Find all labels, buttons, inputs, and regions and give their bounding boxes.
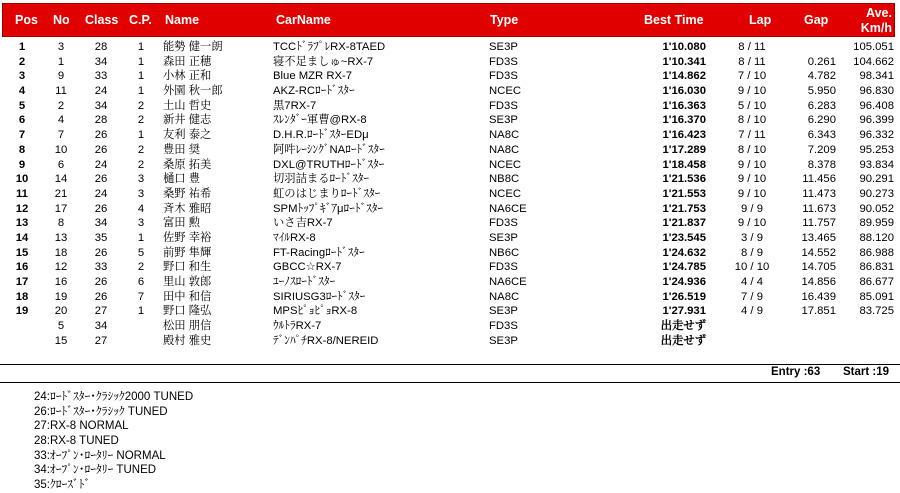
cell-gap: 14.705	[801, 261, 836, 274]
cell-pos: 6	[18, 114, 26, 127]
cell-pos: 9	[18, 158, 26, 171]
cell-lap: 4 / 9	[741, 305, 763, 318]
cell-cp: 1	[137, 41, 145, 53]
cell-ave-speed: 83.725	[859, 305, 894, 318]
cell-lap: 3 / 9	[741, 231, 763, 244]
legend-item: 24:ﾛｰﾄﾞｽﾀｰ･ｸﾗｼｯｸ2000 TUNED	[34, 391, 194, 403]
cell-carname: SIRIUSG3ﾛｰﾄﾞｽﾀｰ	[273, 290, 366, 303]
header-ave-label: Ave.	[866, 6, 892, 20]
cell-class: 27	[94, 334, 108, 347]
cell-carname: ﾏｲﾙRX-8	[273, 231, 316, 244]
cell-ave-speed: 95.253	[859, 143, 894, 156]
cell-gap: 7.209	[807, 143, 836, 156]
cell-type: NA8C	[489, 143, 520, 156]
cell-best-time: 1'10.080	[662, 41, 706, 53]
cell-class: 26	[94, 246, 108, 259]
cell-name: 殿村 雅史	[163, 334, 212, 347]
footer-divider	[0, 382, 900, 383]
cell-best-time: 1'16.030	[662, 85, 706, 98]
cell-gap: 14.552	[801, 246, 836, 259]
cell-type: NCEC	[489, 158, 522, 171]
cell-pos: 10	[15, 173, 29, 186]
cell-gap: 6.290	[807, 114, 836, 127]
cell-name: 友利 泰之	[163, 129, 212, 142]
cell-lap: 8 / 10	[737, 143, 767, 156]
cell-lap: 7 / 10	[737, 70, 767, 83]
cell-class: 35	[94, 231, 108, 244]
cell-lap: 8 / 11	[738, 55, 766, 68]
cell-best-time: 出走せず	[660, 334, 706, 347]
cell-no: 4	[57, 114, 65, 127]
class-legend	[34, 390, 193, 493]
cell-cp: 4	[137, 202, 145, 215]
cell-cp: 3	[137, 187, 145, 200]
cell-cp: 1	[137, 55, 145, 68]
cell-name: 森田 正穂	[163, 55, 212, 68]
cell-carname: いさ吉RX-7	[273, 217, 333, 230]
cell-name: 松田 朋信	[163, 320, 212, 333]
cell-gap: 6.283	[807, 99, 836, 112]
cell-type: NA8C	[489, 129, 520, 142]
cell-class: 26	[94, 143, 108, 156]
legend-item: 27:RX-8 NORMAL	[34, 420, 129, 433]
cell-no: 3	[57, 41, 65, 53]
cell-cp: 1	[137, 85, 145, 98]
cell-ave-speed: 93.834	[859, 158, 894, 171]
cell-best-time: 1'21.536	[662, 173, 706, 186]
table-row	[0, 99, 900, 114]
start-count: Start :19	[843, 366, 890, 378]
cell-no: 11	[55, 85, 67, 98]
table-row	[0, 84, 900, 99]
cell-best-time: 1'16.423	[662, 129, 706, 142]
cell-lap: 9 / 10	[737, 217, 767, 230]
table-row	[0, 319, 900, 334]
cell-cp: 7	[137, 290, 145, 303]
cell-cp: 5	[137, 246, 145, 259]
cell-ave-speed: 104.662	[853, 55, 894, 68]
cell-no: 5	[57, 320, 65, 333]
cell-no: 16	[54, 276, 68, 288]
cell-ave-speed: 105.051	[853, 41, 894, 53]
header-best-time: Best Time	[644, 13, 704, 27]
cell-cp: 1	[137, 70, 145, 83]
cell-gap: 13.465	[801, 231, 836, 244]
header-type: Type	[490, 13, 519, 27]
cell-lap: 5 / 10	[737, 99, 767, 112]
cell-class: 33	[94, 70, 108, 83]
cell-name: 田中 和信	[163, 290, 212, 303]
cell-pos: 4	[18, 85, 26, 98]
cell-class: 26	[94, 173, 108, 186]
cell-best-time: 1'24.632	[662, 246, 706, 259]
cell-ave-speed: 96.399	[859, 114, 894, 127]
cell-carname: Blue MZR RX-7	[273, 70, 353, 83]
cell-name: 外園 秋一郎	[163, 85, 223, 98]
cell-no: 6	[57, 158, 65, 171]
cell-carname: ﾃﾞﾝﾊﾟﾁRX-8/NEREID	[273, 334, 379, 347]
table-row	[0, 260, 900, 275]
cell-ave-speed: 90.273	[859, 187, 894, 200]
cell-ave-speed: 90.291	[859, 173, 894, 186]
cell-ave-speed: 98.341	[859, 70, 894, 83]
cell-gap: 11.757	[802, 217, 836, 230]
cell-lap: 9 / 10	[737, 187, 767, 200]
cell-class: 34	[94, 99, 108, 112]
cell-pos: 8	[18, 143, 26, 156]
cell-lap: 9 / 10	[737, 158, 767, 171]
cell-name: 桑野 祐希	[163, 187, 212, 200]
table-row	[0, 187, 900, 202]
cell-gap: 16.439	[801, 290, 836, 303]
cell-name: 樋口 豊	[163, 173, 201, 186]
legend-item: 35:ｸﾛｰｽﾞﾄﾞ	[34, 479, 91, 492]
cell-name: 前野 隼輝	[163, 246, 212, 259]
cell-pos: 16	[15, 261, 29, 274]
cell-gap: 11.456	[802, 173, 836, 186]
table-row	[0, 69, 900, 84]
cell-best-time: 1'26.519	[662, 290, 706, 303]
cell-pos: 14	[15, 231, 29, 244]
cell-cp: 2	[137, 158, 145, 171]
cell-ave-speed: 86.677	[859, 276, 894, 288]
cell-no: 1	[57, 55, 65, 68]
cell-name: 土山 哲史	[163, 99, 212, 112]
cell-pos: 11	[16, 187, 28, 200]
cell-cp: 2	[137, 261, 145, 274]
cell-type: SE3P	[489, 334, 518, 347]
header-class: Class	[85, 13, 119, 27]
cell-no: 7	[57, 129, 65, 142]
cell-cp: 3	[137, 173, 145, 186]
cell-ave-speed: 85.091	[859, 290, 894, 303]
cell-ave-speed: 86.988	[859, 246, 894, 259]
cell-type: NB6C	[489, 246, 520, 259]
cell-name: 新井 健志	[163, 114, 212, 127]
cell-name: 小林 正和	[163, 70, 212, 83]
cell-lap: 7 / 11	[738, 129, 766, 142]
cell-carname: 阿吽ﾚｰｼﾝｸﾞNAﾛｰﾄﾞｽﾀｰ	[273, 143, 385, 156]
cell-cp: 2	[137, 99, 145, 112]
cell-name: 能勢 健一朗	[163, 41, 223, 53]
cell-best-time: 1'21.837	[662, 217, 706, 230]
cell-no: 9	[57, 70, 65, 83]
cell-type: SE3P	[489, 114, 518, 127]
cell-type: FD3S	[489, 70, 518, 83]
header-name: Name	[165, 13, 200, 27]
cell-name: 豊田 奨	[163, 143, 201, 156]
cell-lap: 7 / 9	[741, 290, 763, 303]
cell-name: 桑原 拓美	[163, 158, 212, 171]
cell-carname: DXL@TRUTHﾛｰﾄﾞｽﾀｰ	[273, 158, 385, 171]
cell-type: NB8C	[489, 173, 520, 186]
cell-no: 10	[54, 143, 68, 156]
table-row	[0, 216, 900, 231]
cell-carname: TCCﾄﾞﾗﾌﾟﾚRX-8TAED	[273, 41, 386, 53]
cell-best-time: 1'14.862	[662, 70, 706, 83]
table-row	[0, 40, 900, 55]
cell-type: FD3S	[489, 99, 518, 112]
results-table-header	[2, 3, 895, 37]
cell-class: 28	[94, 41, 108, 53]
header-lap: Lap	[749, 13, 772, 27]
header-gap: Gap	[804, 13, 829, 27]
cell-name: 富田 勲	[163, 217, 201, 230]
cell-cp: 2	[137, 114, 145, 127]
legend-item: 33:ｵｰﾌﾟﾝ･ﾛｰﾀﾘｰ NORMAL	[34, 449, 166, 462]
legend-item: 26:ﾛｰﾄﾞｽﾀｰ･ｸﾗｼｯｸ TUNED	[34, 405, 168, 418]
cell-ave-speed: 96.408	[859, 99, 894, 112]
cell-carname: SPMﾄｯﾌﾟｷﾞｱμﾛｰﾄﾞｽﾀｰ	[273, 202, 384, 215]
cell-class: 34	[94, 217, 108, 230]
table-row	[0, 290, 900, 305]
cell-carname: 寝不足ましゅ~RX-7	[273, 55, 374, 68]
table-row	[0, 275, 900, 290]
cell-no: 12	[54, 261, 68, 274]
cell-type: NCEC	[489, 85, 522, 98]
cell-pos: 13	[15, 217, 29, 230]
cell-lap: 8 / 9	[741, 246, 763, 259]
cell-best-time: 1'16.370	[662, 114, 706, 127]
results-table-body	[0, 40, 900, 348]
cell-gap: 11.473	[802, 187, 836, 200]
cell-lap: 8 / 11	[738, 41, 766, 53]
cell-cp: 2	[137, 143, 145, 156]
cell-name: 野口 和生	[163, 261, 212, 274]
cell-type: FD3S	[489, 217, 518, 230]
cell-type: FD3S	[489, 261, 518, 274]
legend-item: 28:RX-8 TUNED	[34, 435, 119, 448]
cell-ave-speed: 96.830	[859, 85, 894, 98]
cell-no: 17	[54, 202, 68, 215]
cell-class: 28	[94, 114, 108, 127]
entry-count: Entry :63	[771, 366, 821, 378]
cell-cp: 1	[137, 129, 145, 142]
cell-lap: 4 / 4	[741, 276, 763, 288]
cell-pos: 2	[18, 55, 26, 68]
cell-name: 斉木 雅昭	[163, 202, 212, 215]
cell-no: 2	[57, 99, 65, 112]
header-ave-speed	[858, 6, 892, 36]
cell-carname: 虹のはじまりﾛｰﾄﾞｽﾀｰ	[273, 187, 381, 200]
cell-carname: 切羽詰まるﾛｰﾄﾞｽﾀｰ	[273, 173, 370, 186]
cell-best-time: 1'24.936	[662, 276, 706, 288]
table-row	[0, 304, 900, 319]
header-no: No	[53, 13, 70, 27]
header-cp: C.P.	[129, 13, 152, 27]
cell-type: NA6CE	[489, 276, 527, 288]
cell-type: SE3P	[489, 41, 518, 53]
cell-lap: 9 / 10	[737, 85, 767, 98]
cell-carname: 黒7RX-7	[273, 99, 317, 112]
table-row	[0, 231, 900, 246]
cell-no: 20	[54, 305, 68, 318]
cell-lap: 9 / 9	[741, 202, 763, 215]
cell-best-time: 1'18.458	[662, 158, 706, 171]
table-row	[0, 113, 900, 128]
cell-no: 14	[54, 173, 68, 186]
header-pos: Pos	[15, 13, 38, 27]
cell-gap: 14.856	[801, 276, 836, 288]
table-row	[0, 202, 900, 217]
cell-no: 18	[54, 246, 68, 259]
cell-best-time: 1'21.753	[662, 202, 706, 215]
table-row	[0, 158, 900, 173]
cell-type: SE3P	[489, 231, 518, 244]
cell-ave-speed: 86.831	[859, 261, 894, 274]
cell-carname: AKZ-RCﾛｰﾄﾞｽﾀｰ	[273, 85, 355, 98]
cell-lap: 8 / 10	[737, 114, 767, 127]
cell-pos: 17	[15, 276, 29, 288]
legend-item: 34:ｵｰﾌﾟﾝ･ﾛｰﾀﾘｰ TUNED	[34, 464, 157, 477]
cell-cp: 1	[137, 305, 145, 318]
cell-pos: 3	[18, 70, 26, 83]
cell-gap: 0.261	[807, 55, 836, 68]
cell-pos: 7	[18, 129, 26, 142]
table-row	[0, 128, 900, 143]
cell-class: 26	[94, 276, 108, 288]
cell-best-time: 1'21.553	[662, 187, 706, 200]
header-ave-unit: Km/h	[860, 21, 892, 35]
cell-class: 34	[94, 320, 108, 333]
cell-name: 野口 隆弘	[163, 305, 212, 318]
table-row	[0, 143, 900, 158]
cell-no: 19	[54, 290, 68, 303]
cell-class: 34	[94, 55, 108, 68]
cell-carname: ﾕｰﾉｽﾛｰﾄﾞｽﾀｰ	[273, 276, 336, 288]
cell-class: 24	[94, 158, 108, 171]
cell-lap: 9 / 10	[737, 173, 767, 186]
cell-pos: 1	[18, 41, 26, 53]
cell-cp: 6	[137, 276, 145, 288]
cell-type: FD3S	[489, 320, 518, 333]
cell-pos: 5	[18, 99, 26, 112]
cell-name: 佐野 幸裕	[163, 231, 212, 244]
cell-carname: ｳﾙﾄﾗRX-7	[273, 320, 322, 333]
cell-pos: 19	[15, 305, 29, 318]
cell-carname: ｽﾚﾝﾀﾞｰ軍曹@RX-8	[273, 114, 367, 127]
cell-type: FD3S	[489, 55, 518, 68]
cell-no: 21	[54, 187, 68, 200]
cell-gap: 6.343	[807, 129, 836, 142]
cell-class: 26	[94, 129, 108, 142]
cell-class: 26	[94, 202, 108, 215]
cell-best-time: 1'27.931	[662, 305, 706, 318]
cell-name: 里山 敦郎	[163, 276, 212, 288]
header-carname: CarName	[276, 13, 331, 27]
cell-pos: 18	[15, 290, 29, 303]
table-row	[0, 246, 900, 261]
cell-no: 13	[54, 231, 68, 244]
table-bottom-divider	[0, 364, 900, 365]
cell-pos: 12	[15, 202, 29, 215]
cell-class: 27	[94, 305, 108, 318]
cell-ave-speed: 90.052	[859, 202, 894, 215]
cell-class: 33	[94, 261, 108, 274]
cell-cp: 1	[137, 231, 145, 244]
cell-type: NCEC	[489, 187, 522, 200]
cell-carname: D.H.R.ﾛｰﾄﾞｽﾀｰEDμ	[273, 129, 369, 142]
table-row	[0, 334, 900, 349]
table-row	[0, 172, 900, 187]
cell-ave-speed: 96.332	[859, 129, 894, 142]
cell-best-time: 1'24.785	[662, 261, 706, 274]
cell-gap: 8.378	[807, 158, 836, 171]
cell-type: SE3P	[489, 305, 518, 318]
cell-gap: 4.782	[807, 70, 836, 83]
cell-gap: 17.851	[801, 305, 836, 318]
cell-carname: GBCC☆RX-7	[273, 261, 342, 274]
cell-best-time: 1'17.289	[662, 143, 706, 156]
cell-class: 26	[94, 290, 108, 303]
cell-carname: FT-Racingﾛｰﾄﾞｽﾀｰ	[273, 246, 365, 259]
cell-ave-speed: 89.959	[859, 217, 894, 230]
cell-best-time: 1'16.363	[662, 99, 706, 112]
cell-pos: 15	[15, 246, 29, 259]
cell-cp: 3	[137, 217, 145, 230]
table-row	[0, 55, 900, 70]
cell-no: 15	[54, 334, 68, 347]
cell-best-time: 出走せず	[660, 320, 706, 333]
cell-no: 8	[57, 217, 65, 230]
cell-gap: 5.950	[807, 85, 836, 98]
cell-ave-speed: 88.120	[859, 231, 894, 244]
cell-best-time: 1'23.545	[662, 231, 706, 244]
cell-class: 24	[94, 85, 108, 98]
cell-carname: MPSﾋﾟｮﾋﾟｮRX-8	[273, 305, 358, 318]
cell-best-time: 1'10.341	[662, 55, 706, 68]
cell-lap: 10 / 10	[734, 261, 770, 274]
cell-type: NA8C	[489, 290, 520, 303]
cell-type: NA6CE	[489, 202, 527, 215]
cell-class: 24	[94, 187, 108, 200]
cell-gap: 11.673	[802, 202, 836, 215]
